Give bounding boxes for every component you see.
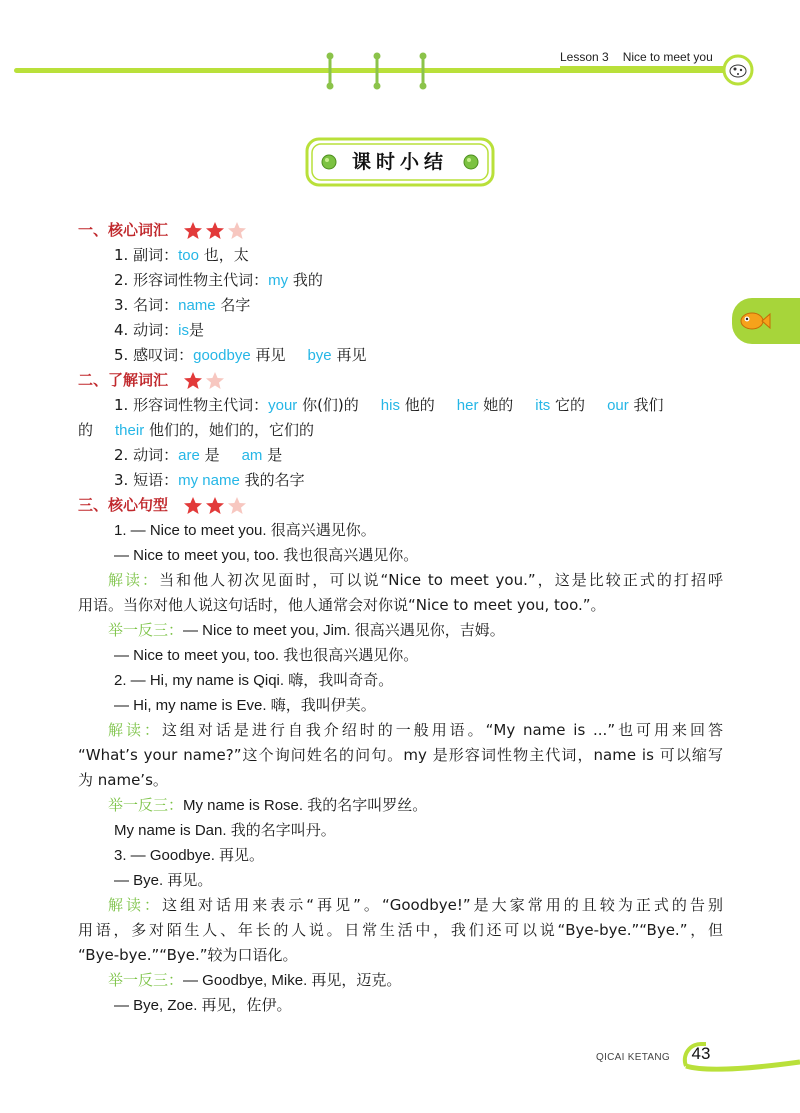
dialogue-line: 1. — Nice to meet you. 很高兴遇见你。 <box>114 522 376 539</box>
binder-ring-icon <box>373 52 381 90</box>
note-line: “Bye-bye.”“Bye.”较为口语化。 <box>78 946 298 964</box>
example-line: 举一反三：— Goodbye, Mike. 再见，迈克。 <box>108 971 402 989</box>
example-line: 举一反三：My name is Rose. 我的名字叫罗丝。 <box>108 796 428 814</box>
note-line: 解读：这组对话用来表示“再见”。“Goodbye!”是大家常用的且较为正式的告别 <box>108 896 723 914</box>
example-line: — Bye, Zoe. 再见，佐伊。 <box>114 997 292 1014</box>
header-rule-thin <box>560 66 736 68</box>
list-item: 3. 名词：name 名字 <box>114 296 251 314</box>
summary-content <box>78 218 723 1018</box>
dialogue-line: — Hi, my name is Eve. 嗨，我叫伊芙。 <box>114 697 376 714</box>
side-tab-fish-icon <box>732 298 800 344</box>
list-item-continued: 的 their 他们的，她们的，它们的 <box>78 421 314 439</box>
note-line: “What’s your name?”这个询问姓名的问句。my 是形容词性物主代词，name is 可以缩写 <box>78 746 723 764</box>
example-line: 举一反三：— Nice to meet you, Jim. 很高兴遇见你，吉姆。 <box>108 621 505 639</box>
list-item: 2. 动词：are 是 am 是 <box>114 446 283 464</box>
footer-brand: QICAI KETANG <box>596 1052 670 1063</box>
dialogue-line: — Bye. 再见。 <box>114 872 213 889</box>
example-line: My name is Dan. 我的名字叫丹。 <box>114 822 336 839</box>
list-item: 1. 形容词性物主代词：your 你(们)的 his 他的 her 她的 its 它的 our 我们 <box>114 396 664 414</box>
rating-stars-icon <box>183 371 227 391</box>
list-item: 4. 动词：is是 <box>114 321 204 339</box>
header-title <box>560 50 713 64</box>
dialogue-line: 3. — Goodbye. 再见。 <box>114 847 265 864</box>
section-heading-extra-vocab: 二、了解词汇 <box>78 368 723 393</box>
section-heading-core-sentences: 三、核心句型 <box>78 493 723 518</box>
dialogue-line: 2. — Hi, my name is Qiqi. 嗨，我叫奇奇。 <box>114 672 394 689</box>
example-line: — Nice to meet you, too. 我也很高兴遇见你。 <box>114 647 419 664</box>
note-line: 为 name’s。 <box>78 771 168 789</box>
lesson-number: Lesson 3 <box>560 50 609 64</box>
rating-stars-icon <box>183 496 249 516</box>
note-line: 解读：这组对话是进行自我介绍时的一般用语。“My name is ...”也可用来回答 <box>108 721 723 739</box>
rating-stars-icon <box>183 221 249 241</box>
note-line: 解读：当和他人初次见面时，可以说“Nice to meet you.”，这是比较正式的打招呼 <box>108 571 723 589</box>
note-line: 用语。当你对他人说这句话时，他人通常会对你说“Nice to meet you, too.”。 <box>78 596 606 614</box>
list-item: 3. 短语：my name 我的名字 <box>114 471 305 489</box>
binder-ring-icon <box>326 52 334 90</box>
list-item: 1. 副词：too 也，太 <box>114 246 249 264</box>
list-item: 2. 形容词性物主代词：my 我的 <box>114 271 323 289</box>
list-item: 5. 感叹词：goodbye 再见 bye 再见 <box>114 346 367 364</box>
binder-ring-icon <box>419 52 427 90</box>
section-heading-core-vocab: 一、核心词汇 <box>78 218 723 243</box>
banner-title: 课时小结 <box>351 151 448 173</box>
dalmatian-badge-icon <box>722 54 754 86</box>
note-line: 用语，多对陌生人、年长的人说。日常生活中，我们还可以说“Bye-bye.”“Bye.”，但 <box>78 921 723 939</box>
page-number: 43 <box>691 1044 711 1063</box>
dialogue-line: — Nice to meet you, too. 我也很高兴遇见你。 <box>114 547 419 564</box>
lesson-title: Nice to meet you <box>622 50 713 64</box>
